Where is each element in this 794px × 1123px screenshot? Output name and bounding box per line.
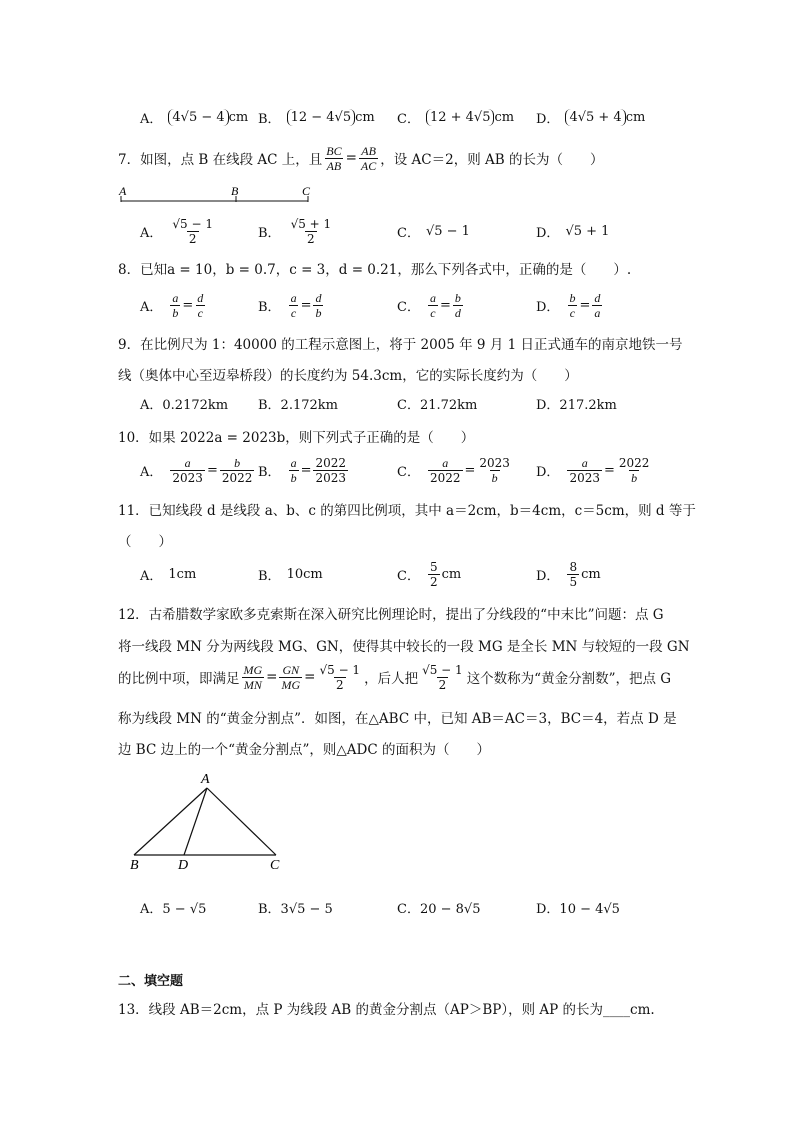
q9-stem-line1: 9．在比例尺为 1：40000 的工程示意图上，将于 2005 年 9 月 1 日正式通车的南京地铁一号 (118, 337, 683, 353)
q11-option-a: A． 1cm (140, 566, 197, 584)
q9-option-b: B．2.172km (258, 397, 338, 413)
q10-stem: 10．如果 2022a = 2023b，则下列式子正确的是（ ） (118, 430, 475, 446)
q10-options (0, 453, 794, 487)
q7-fraction-right: $\frac{AB}{AC}$ (360, 143, 377, 173)
q8-option-b: B． $\frac{a}{c}$ = $\frac{d}{b}$ (258, 290, 322, 320)
q12-stem-line4: 称为线段 MN 的“黄金分割点”．如图，在△ABC 中，已知 AB＝AC＝3，BC＝4，若点 D 是 (118, 711, 677, 727)
q10-option-d: D． $\frac{a}{2023}$ = $\frac{2022}{b}$ (536, 455, 650, 485)
q11-stem-line2: （ ） (118, 534, 172, 550)
q11-option-b: B． 10cm (258, 566, 323, 584)
q10-option-a: A． $\frac{a}{2023}$ = $\frac{b}{2022}$ (140, 455, 253, 485)
q9-options (0, 386, 794, 420)
q7-segment-figure (116, 184, 326, 208)
q6-options (0, 100, 794, 134)
q12-option-b: B．3√5 − 5 (258, 901, 333, 917)
q11-option-c: C． $\frac{5}{2}$ cm (397, 559, 462, 589)
q12-option-d: D．10 − 4√5 (536, 901, 620, 917)
q8-stem: 8．已知a = 10，b = 0.7，c = 3，d = 0.21，那么下列各式中，正确的是（ ）. (118, 262, 632, 278)
q13-stem: 13．线段 AB＝2cm，点 P 为线段 AB 的黄金分割点（AP＞BP），则 AP 的长为____cm. (118, 1002, 655, 1018)
q7-point-b: B (231, 184, 239, 198)
q8-option-a: A． $\frac{a}{b}$ = $\frac{d}{c}$ (140, 290, 204, 320)
q12-point-d: D (178, 858, 189, 873)
q7-point-c: C (302, 184, 311, 198)
q7-option-c: C． √5 − 1 (397, 223, 470, 241)
q12-point-c: C (270, 858, 280, 873)
q8-options (0, 288, 794, 322)
q12-point-a: A (201, 772, 210, 787)
q12-triangle-figure (120, 768, 300, 876)
q11-stem-line1: 11．已知线段 d 是线段 a、b、c 的第四比例项，其中 a＝2cm，b＝4cm，c＝5cm，则 d 等于 (118, 503, 696, 519)
q7-option-a: A． $\frac{√5 - 1}{2}$ (140, 216, 213, 246)
q11-options (0, 557, 794, 591)
q9-option-a: A．0.2172km (140, 397, 229, 413)
q12-option-c: C．20 − 8√5 (397, 901, 481, 917)
q10-option-c: C． $\frac{a}{2022}$ = $\frac{2023}{b}$ (397, 455, 510, 485)
q12-option-a: A．5 − √5 (140, 901, 207, 917)
q12-stem-line5: 边 BC 边上的一个“黄金分割点”，则△ADC 的面积为（ ） (118, 742, 490, 758)
q7-options (0, 214, 794, 248)
q11-option-d: D． $\frac{8}{5}$ cm (536, 559, 601, 589)
q12-stem-line3: 的比例中项，即满足 $\frac{MG}{MN}$ = $\frac{GN}{MG}$ = $\frac{√5 - 1}{2}$ ，后人把 $\frac{√5 - 1}{2}$ 这个数称为“黄金分割数”，把点 G (118, 662, 672, 692)
q12-options (0, 890, 794, 924)
q6-option-d: D． 4√5 + 4 cm (536, 109, 646, 127)
q7-option-b: B． $\frac{√5 + 1}{2}$ (258, 216, 332, 246)
q6-option-c: C． 12 + 4√5 cm (397, 109, 515, 127)
q7-point-a: A (119, 184, 127, 198)
q7-option-d: D． √5 + 1 (536, 223, 610, 241)
q6-option-a: A． 4√5 − 4 cm (140, 109, 249, 127)
q6-option-b: B． 12 − 4√5 cm (258, 109, 375, 127)
section-title-fill-in: 二、填空题 (118, 974, 184, 989)
q10-option-b: B． $\frac{a}{b}$ = $\frac{2022}{2023}$ (258, 455, 347, 485)
q8-option-c: C． $\frac{a}{c}$ = $\frac{b}{d}$ (397, 290, 461, 320)
q12-point-b: B (130, 858, 139, 873)
q12-stem-line1: 12．古希腊数学家欧多克索斯在深入研究比例理论时，提出了分线段的“中末比”问题：点 G (118, 607, 664, 623)
q7-fraction-left: $\frac{BC}{AB}$ (326, 143, 342, 173)
q12-stem-line2: 将一线段 MN 分为两线段 MG、GN，使得其中较长的一段 MG 是全长 MN 与较短的一段 GN (118, 639, 690, 655)
q9-option-d: D．217.2km (536, 397, 617, 413)
q8-option-d: D． $\frac{b}{c}$ = $\frac{d}{a}$ (536, 290, 601, 320)
q9-stem-line2: 线（奥体中心至迈皋桥段）的长度约为 54.3cm，它的实际长度约为（ ） (118, 368, 578, 384)
q9-option-c: C．21.72km (397, 397, 478, 413)
q7-stem: 7．如图，点 B 在线段 AC 上，且 $\frac{BC}{AB}$ = $\frac{AB}{AC}$ ，设 AC＝2，则 AB 的长为（ ） (118, 143, 604, 173)
